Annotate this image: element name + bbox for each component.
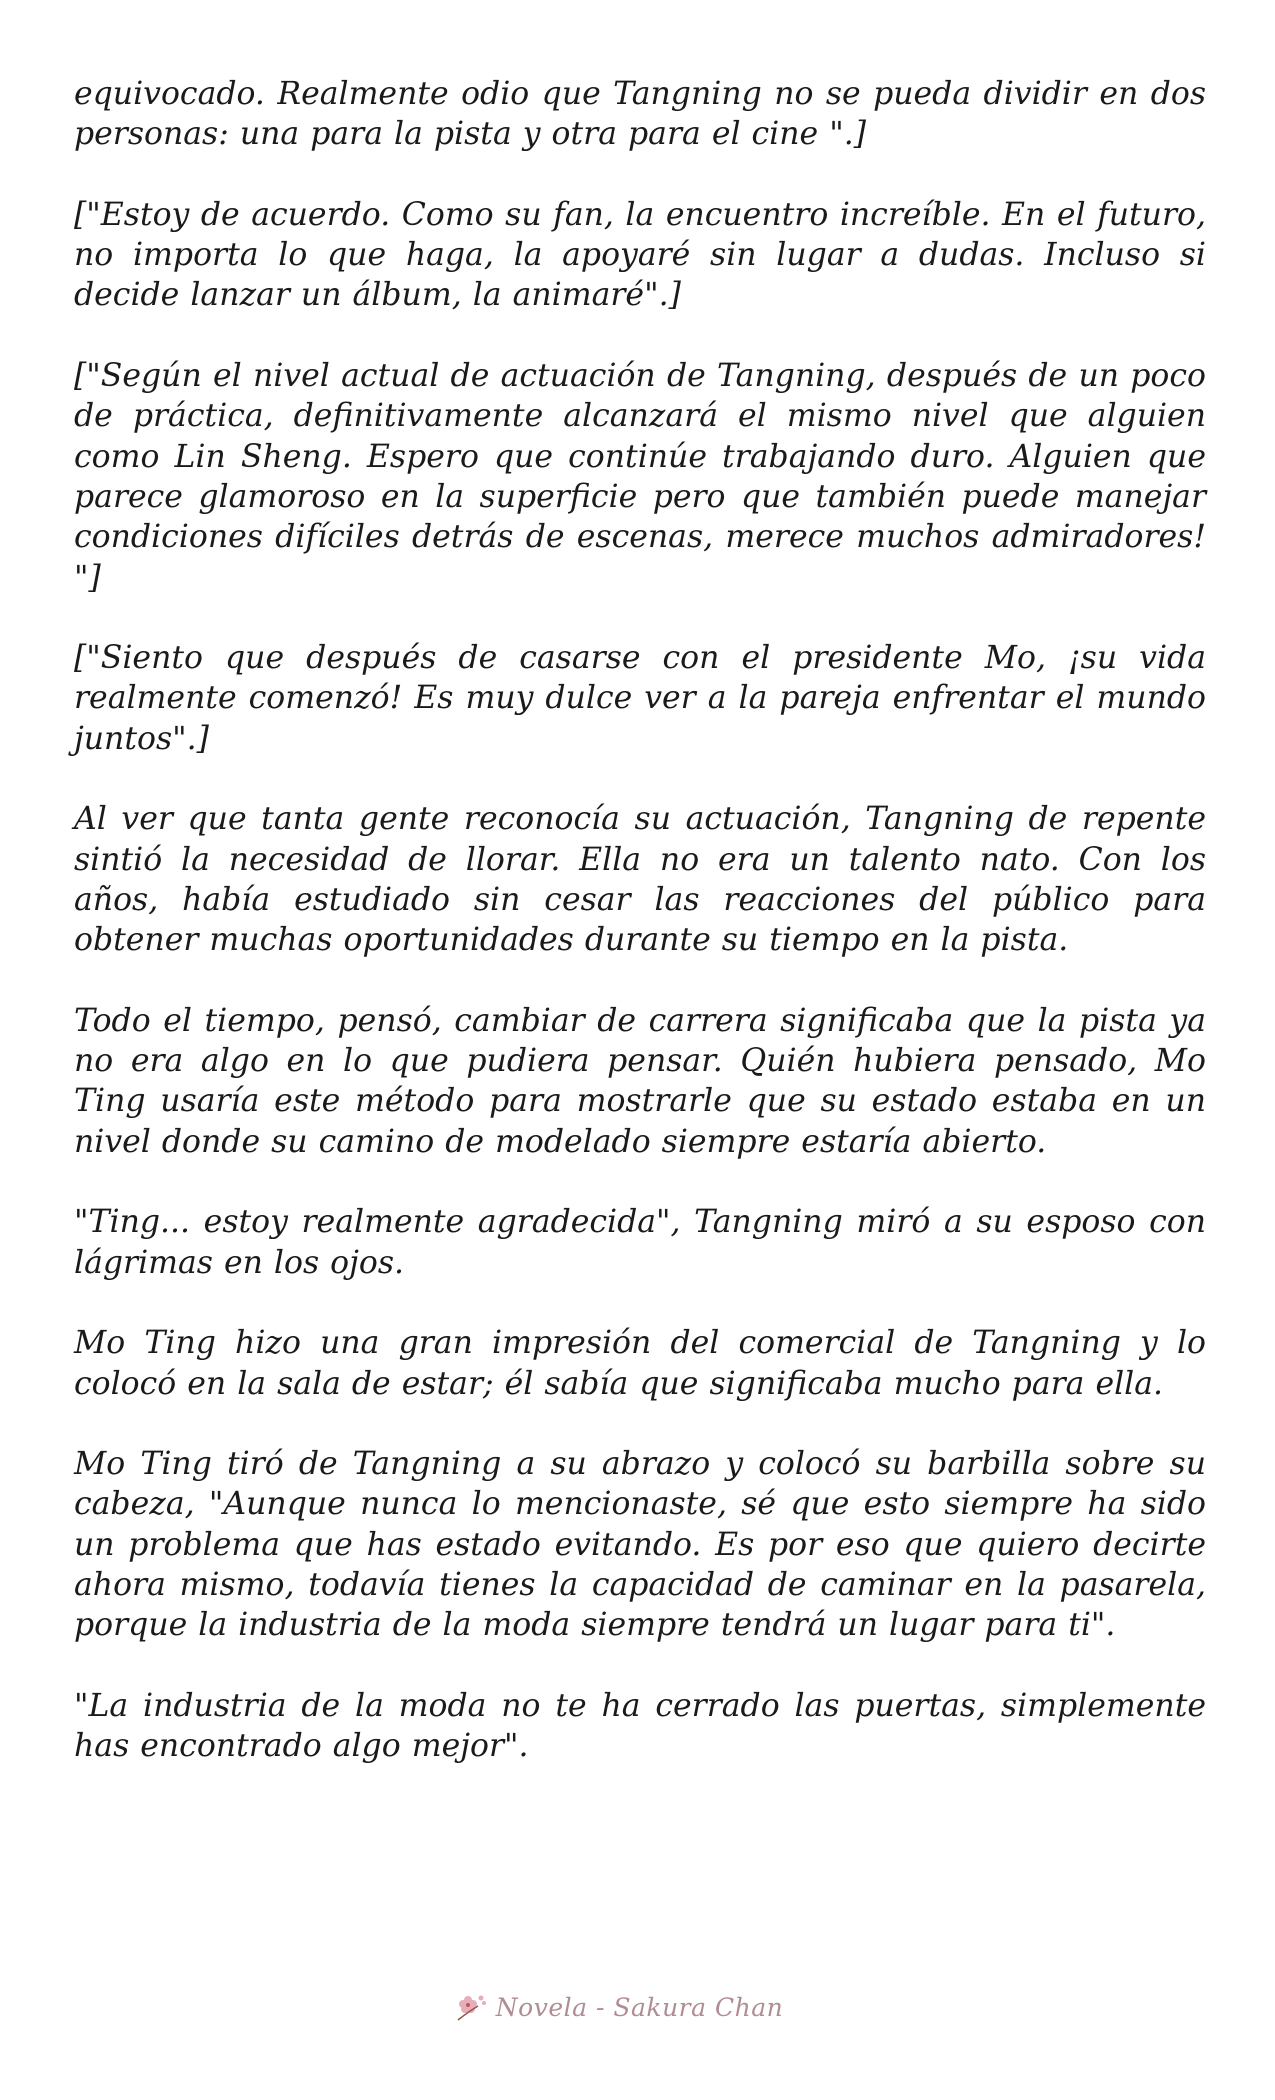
paragraph: Todo el tiempo, pensó, cambiar de carrera significaba que la pista ya no era algo en lo que pudiera pensar. Quién hubiera pensado, Mo Ting usaría este método para mostrarle que su estado estaba en un nivel donde su camino de modelado siempre estaría abierto. [74,1002,1206,1160]
footer-text: Novela - Sakura Chan [495,1992,784,2022]
sakura-flower-icon [454,1990,490,2024]
paragraph: Mo Ting hizo una gran impresión del comercial de Tangning y lo colocó en la sala de estar; él sabía que significaba mucho para ella. [74,1325,1206,1402]
paragraph: ["Según el nivel actual de actuación de Tangning, después de un poco de práctica, definitivamente alcanzará el mismo nivel que alguien como Lin Sheng. Espero que continúe trabajando duro. Alguien que parece glamoroso en la superficie pero que también puede manejar condiciones difíciles detrás de escenas, merece muchos admiradores! "] [74,358,1206,596]
document-body [74,74,1206,1807]
paragraph: "La industria de la moda no te ha cerrado las puertas, simplemente has encontrado algo mejor". [74,1687,1206,1765]
paragraph: ["Estoy de acuerdo. Como su fan, la encuentro increíble. En el futuro, no importa lo que haga, la apoyaré sin lugar a dudas. Incluso si decide lanzar un álbum, la animaré".] [74,196,1206,314]
paragraph: ["Siento que después de casarse con el presidente Mo, ¡su vida realmente comenzó! Es muy dulce ver a la pareja enfrentar el mundo juntos".] [74,640,1206,757]
footer-watermark [0,1985,1275,2029]
paragraph: Al ver que tanta gente reconocía su actuación, Tangning de repente sintió la necesidad de llorar. Ella no era un talento nato. Con los años, había estudiado sin cesar las reacciones del público para obtener muchas oportunidades durante su tiempo en la pista. [74,801,1206,959]
paragraph: equivocado. Realmente odio que Tangning no se pueda dividir en dos personas: una para la pista y otra para el cine ".] [74,76,1206,153]
paragraph: Mo Ting tiró de Tangning a su abrazo y colocó su barbilla sobre su cabeza, "Aunque nunca lo mencionaste, sé que esto siempre ha sido un problema que has estado evitando. Es por eso que quiero decirte ahora mismo, todavía tienes la capacidad de caminar en la pasarela, porque la industria de la moda siempre tendrá un lugar para ti". [74,1446,1206,1644]
paragraph: "Ting... estoy realmente agradecida", Tangning miró a su esposo con lágrimas en los ojos. [74,1204,1206,1281]
